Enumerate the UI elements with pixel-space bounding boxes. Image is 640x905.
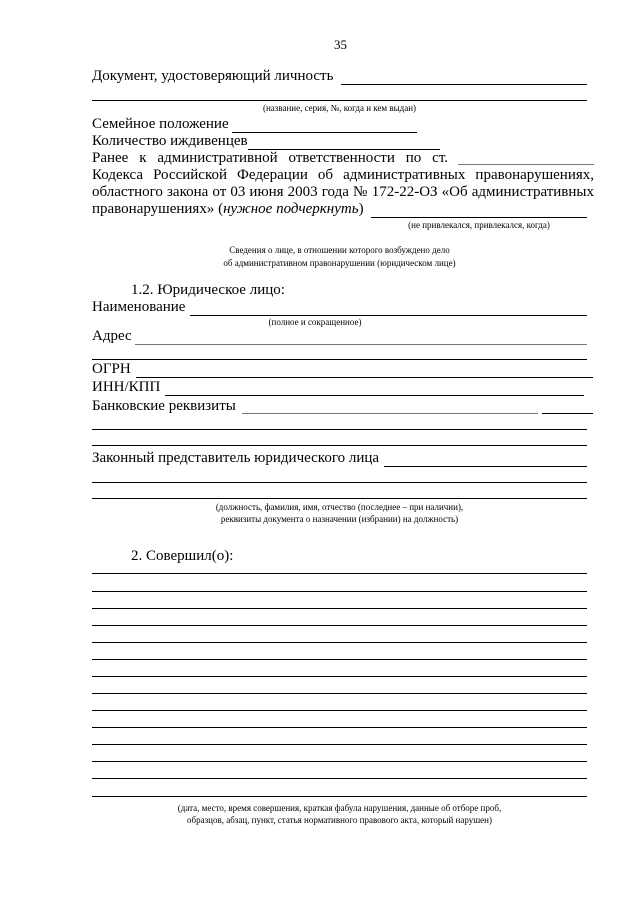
marital-status-field[interactable] [232,132,417,133]
committed-line-3[interactable] [92,608,587,609]
committed-note-line-1: (дата, место, время совершения, краткая фабула нарушения, данные об отборе проб, [177,803,502,813]
dependents-label: Количество иждивенцев [92,133,248,149]
prior-liability-line-4-text: правонарушениях» ( [92,201,224,217]
committed-line-12[interactable] [92,761,587,762]
inn-field[interactable] [165,395,584,396]
identity-document-label: Документ, удостоверяющий личность [92,68,334,84]
identity-document-field[interactable] [341,84,587,85]
address-label: Адрес [92,328,132,344]
section-heading-line-2: об административном правонарушении (юридическом лице) [223,258,456,268]
name-note: (полное и сокращенное) [268,317,362,327]
ogrn-field[interactable] [136,377,593,378]
representative-note-line-2: реквизиты документа о назначении (избрании) на должность) [220,514,459,524]
prior-liability-note: (не привлекался, привлекался, когда) [408,220,550,230]
ogrn-label: ОГРН [92,361,131,377]
legal-entity-heading: 1.2. Юридическое лицо: [131,282,285,298]
committed-line-13[interactable] [92,778,587,779]
page-number: 35 [334,37,347,52]
section-heading-line-1: Сведения о лице, в отношении которого возбуждено дело [229,245,450,255]
prior-liability-line-3: областного закона от 03 июня 2003 года № 172-22-ОЗ «Об административных [92,184,594,200]
article-number-field[interactable] [458,164,594,165]
prior-liability-field[interactable] [371,217,587,218]
identity-document-field-2[interactable] [92,100,587,101]
name-field[interactable] [190,315,587,316]
bank-details-field-end[interactable] [542,413,593,414]
prior-liability-instruction: нужное подчеркнуть [223,201,359,217]
representative-field-2[interactable] [92,482,587,483]
committed-note-line-2: образцов, абзац, пункт, статья нормативного правового акта, который нарушен) [187,815,492,825]
prior-liability-line-2: Кодекса Российской Федерации об административных правонарушениях, [92,167,594,183]
committed-line-10[interactable] [92,727,587,728]
name-label: Наименование [92,299,186,315]
prior-liability-line-1: Ранее к административной ответственности по ст. [92,150,448,166]
committed-line-4[interactable] [92,625,587,626]
committed-heading: 2. Совершил(о): [131,548,234,564]
bank-details-label: Банковские реквизиты [92,398,236,414]
marital-status-label: Семейное положение [92,116,229,132]
bank-details-field-3[interactable] [92,445,587,446]
committed-line-9[interactable] [92,710,587,711]
committed-line-6[interactable] [92,659,587,660]
representative-note-line-1: (должность, фамилия, имя, отчество (последнее – при наличии), [215,502,464,512]
representative-label: Законный представитель юридического лица [92,450,380,466]
prior-liability-line-4 [92,201,364,218]
committed-line-7[interactable] [92,676,587,677]
representative-field[interactable] [384,466,587,467]
committed-line-14[interactable] [92,796,587,797]
identity-document-note: (название, серия, №, когда и кем выдан) [262,103,417,113]
committed-line-11[interactable] [92,744,587,745]
address-field-2[interactable] [92,359,587,360]
prior-liability-line-4-close: ) [358,201,364,217]
committed-line-2[interactable] [92,591,587,592]
address-field[interactable] [135,344,587,345]
committed-line-1[interactable] [92,573,587,574]
representative-field-3[interactable] [92,498,587,499]
inn-label: ИНН/КПП [92,379,161,395]
committed-line-5[interactable] [92,642,587,643]
committed-line-8[interactable] [92,693,587,694]
bank-details-field-2[interactable] [92,429,587,430]
bank-details-field[interactable] [242,413,538,414]
